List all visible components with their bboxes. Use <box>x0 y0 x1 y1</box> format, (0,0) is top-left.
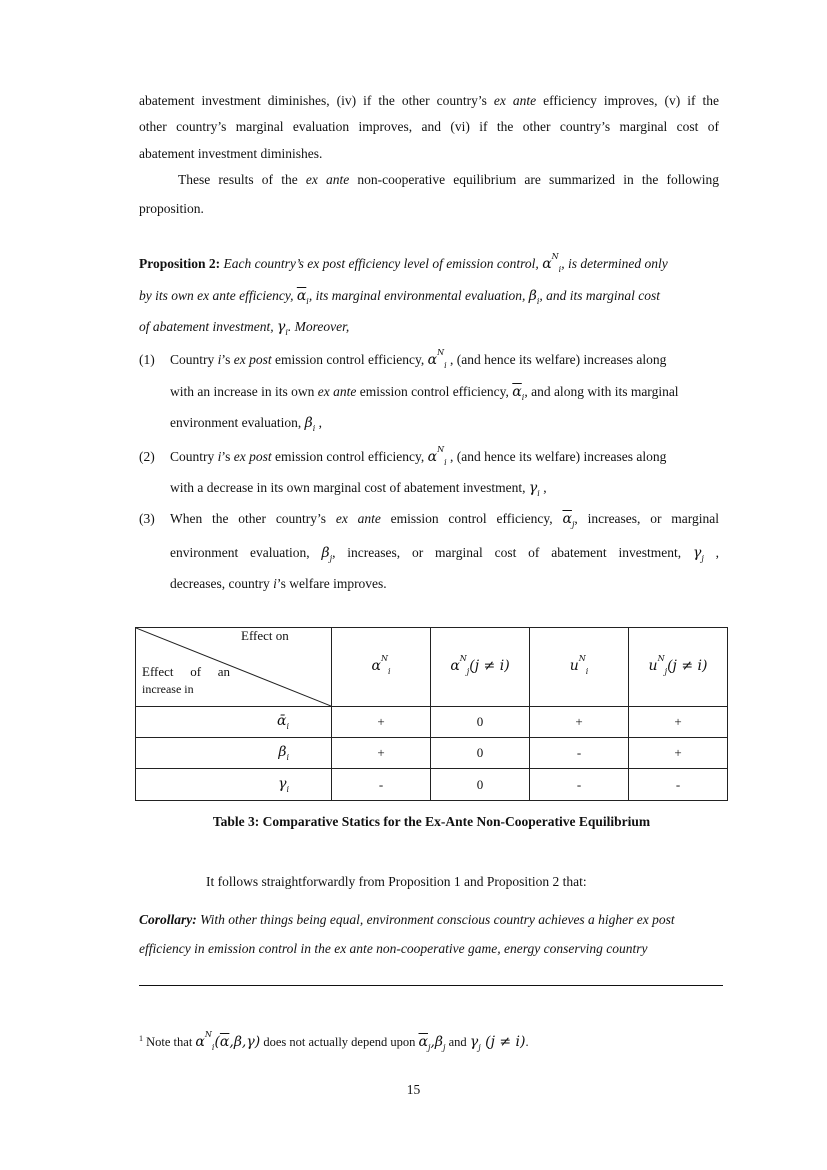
col-header-alpha-i: $\alpha^N_i$ <box>332 628 431 707</box>
comparative-statics-table <box>135 627 728 801</box>
item-3-line1: When the other country’s ex ante emission control efficiency, $\overline{\alpha}_j$, increases, or marginal <box>170 511 719 529</box>
table-cell: - <box>530 738 629 769</box>
table-cell: - <box>530 769 629 801</box>
table-cell: + <box>629 738 728 769</box>
para1-line1: abatement investment diminishes, (iv) if the other country’s ex ante efficiency improves, (v) if the <box>139 93 719 108</box>
item-1-line1: Country i’s ex post emission control efficiency, $\alpha^N_i$ , (and hence its welfare) increases along <box>170 348 667 370</box>
corollary-line2: efficiency in emission control in the ex ante non-cooperative game, energy conserving country <box>139 941 648 956</box>
table-header-row <box>136 628 728 707</box>
table-cell: - <box>332 769 431 801</box>
item-2-line2: with a decrease in its own marginal cost of abatement investment, $\gamma_i$ , <box>170 480 547 498</box>
table-cell: - <box>629 769 728 801</box>
item-1-line2: with an increase in its own ex ante emission control efficiency, $\overline{\alpha}_i$, and along with its marginal <box>170 384 679 402</box>
para1-line2: other country’s marginal evaluation improves, and (vi) if the other country’s marginal cost of <box>139 119 719 134</box>
corollary-line1: Corollary: With other things being equal, environment conscious country achieves a higher ex post <box>139 912 675 927</box>
table-cell: + <box>629 707 728 738</box>
para2-line2: proposition. <box>139 201 204 216</box>
col-header-u-j: $u^N_j(j \ne i)$ <box>629 628 728 707</box>
para2-line1: These results of the ex ante non-cooperative equilibrium are summarized in the following <box>178 172 720 187</box>
corner-increase-in: increase in <box>142 682 194 696</box>
col-header-u-i: $u^N_i$ <box>530 628 629 707</box>
table-cell: 0 <box>431 738 530 769</box>
row-label-gamma: $\gamma_i$ <box>136 769 332 801</box>
corollary-label: Corollary: <box>139 912 197 927</box>
footnote-rule <box>139 985 723 986</box>
proposition-line2: by its own ex ante efficiency, $\overline{\alpha}_i$, its marginal environmental evaluation, $\beta_i$, and its marginal cost <box>139 288 661 306</box>
para1-line3: abatement investment diminishes. <box>139 146 323 161</box>
table-row <box>136 738 728 769</box>
follows-sentence: It follows straightforwardly from Proposition 1 and Proposition 2 that: <box>206 874 587 889</box>
table-corner-cell <box>136 628 332 707</box>
corner-effect-of: Effect of an <box>142 664 230 679</box>
item-1-number: (1) <box>139 352 155 367</box>
row-label-alpha: ᾱ$_i$ <box>136 707 332 738</box>
table-cell: + <box>530 707 629 738</box>
table-cell: 0 <box>431 707 530 738</box>
col-header-alpha-j: $\alpha^N_j(j \ne i)$ <box>431 628 530 707</box>
row-label-beta: $\beta_i$ <box>136 738 332 769</box>
item-3-number: (3) <box>139 511 155 526</box>
proposition-line3: of abatement investment, $\gamma_i$. Moreover, <box>139 319 350 337</box>
page-number: 15 <box>406 1082 421 1097</box>
item-3-line3: decreases, country i’s welfare improves. <box>170 576 387 591</box>
item-2-line1: Country i’s ex post emission control efficiency, $\alpha^N_i$ , (and hence its welfare) increases along <box>170 445 667 467</box>
footnote: $^1$ Note that $\alpha^N_i(\overline{\alpha},\beta,\gamma)$ does not actually depend upon $\overline{\alpha}_j,\beta_j$ and $\gamma_j$ (j ≠ i). <box>139 1030 529 1052</box>
item-2-number: (2) <box>139 449 155 464</box>
corner-effect-on: Effect on <box>241 628 289 643</box>
item-3-line2: environment evaluation, $\beta_j$, increases, or marginal cost of abatement investment, $\gamma_j$ , <box>170 545 720 563</box>
table-cell: + <box>332 707 431 738</box>
table-row <box>136 707 728 738</box>
proposition-line1: Proposition 2: Each country’s ex post efficiency level of emission control, $\alpha^N_i$, is determined only <box>139 252 668 274</box>
table-caption: Table 3: Comparative Statics for the Ex-Ante Non-Cooperative Equilibrium <box>212 814 651 829</box>
table-row <box>136 769 728 801</box>
proposition-label: Proposition 2: <box>139 256 221 271</box>
item-1-line3: environment evaluation, $\beta_i$ , <box>170 415 322 433</box>
table-cell: 0 <box>431 769 530 801</box>
table-cell: + <box>332 738 431 769</box>
